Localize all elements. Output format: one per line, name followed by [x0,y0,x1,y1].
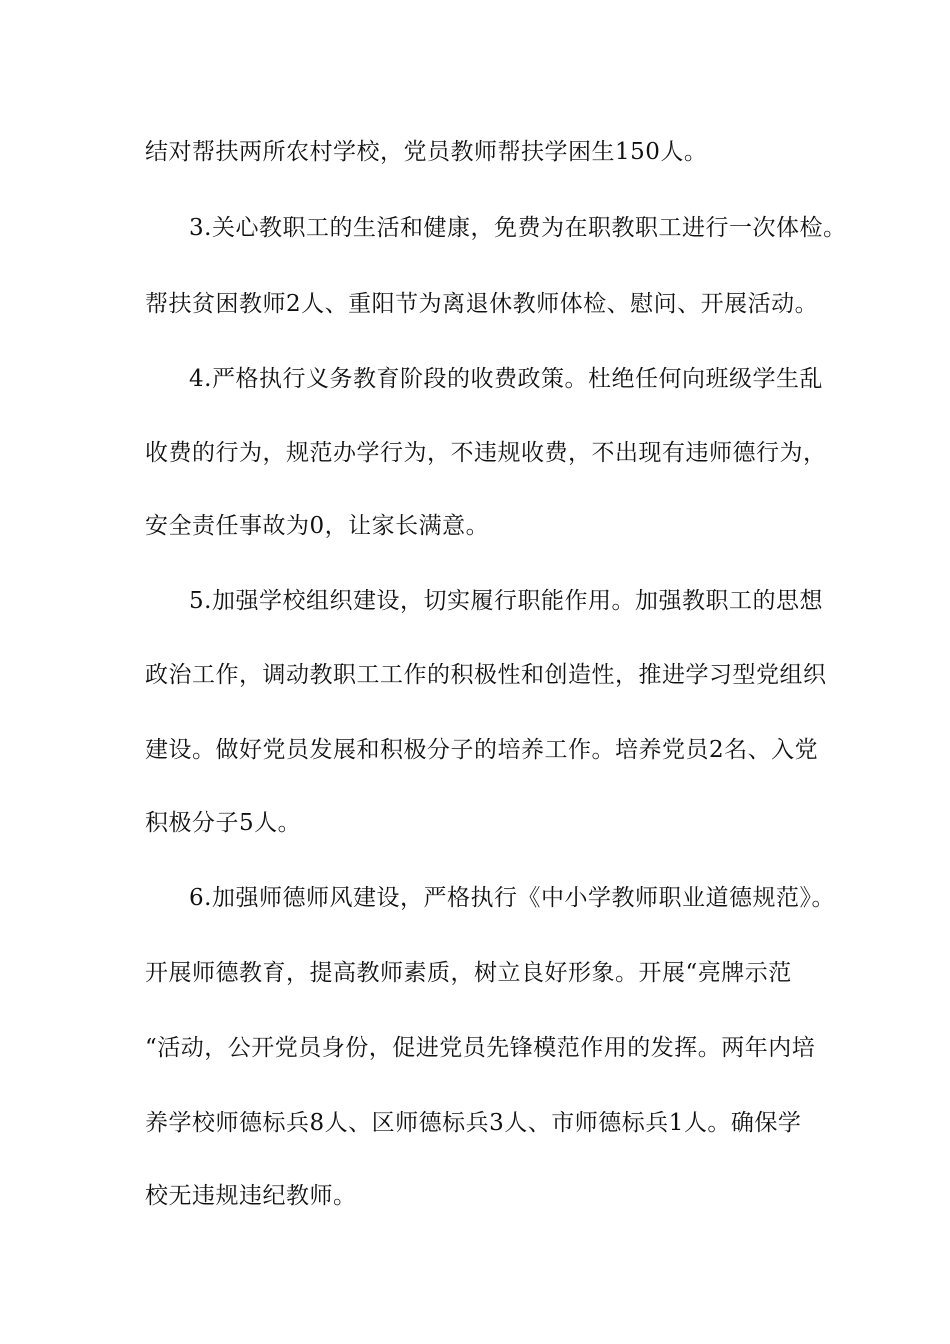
paragraph-line: 6.加强师德师风建设，严格执行《中小学教师职业道德规范》。 [189,885,835,911]
paragraph-line: 政治工作，调动教职工工作的积极性和创造性，推进学习型党组织 [145,662,827,688]
paragraph-line: 4.严格执行义务教育阶段的收费政策。杜绝任何向班级学生乱 [189,366,823,392]
paragraph-line: 帮扶贫困教师2人、重阳节为离退休教师体检、慰问、开展活动。 [145,291,819,317]
paragraph-line: 3.关心教职工的生活和健康，免费为在职教职工进行一次体检。 [189,215,847,241]
paragraph-line: 收费的行为，规范办学行为，不违规收费，不出现有违师德行为， [145,440,827,466]
paragraph-line: “活动，公开党员身份，促进党员先锋模范作用的发挥。两年内培 [145,1035,816,1061]
paragraph-line: 安全责任事故为0，让家长满意。 [145,513,490,539]
paragraph-line: 校无违规违纪教师。 [145,1183,357,1209]
paragraph-line: 5.加强学校组织建设，切实履行职能作用。加强教职工的思想 [189,588,823,614]
paragraph-line: 养学校师德标兵8人、区师德标兵3人、市师德标兵1人。确保学 [145,1110,802,1136]
paragraph-line: 结对帮扶两所农村学校，党员教师帮扶学困生150人。 [145,139,708,165]
paragraph-line: 开展师德教育，提高教师素质，树立良好形象。开展“亮牌示范 [145,960,792,986]
paragraph-line: 建设。做好党员发展和积极分子的培养工作。培养党员2名、入党 [145,737,819,763]
paragraph-line: 积极分子5人。 [145,810,302,836]
